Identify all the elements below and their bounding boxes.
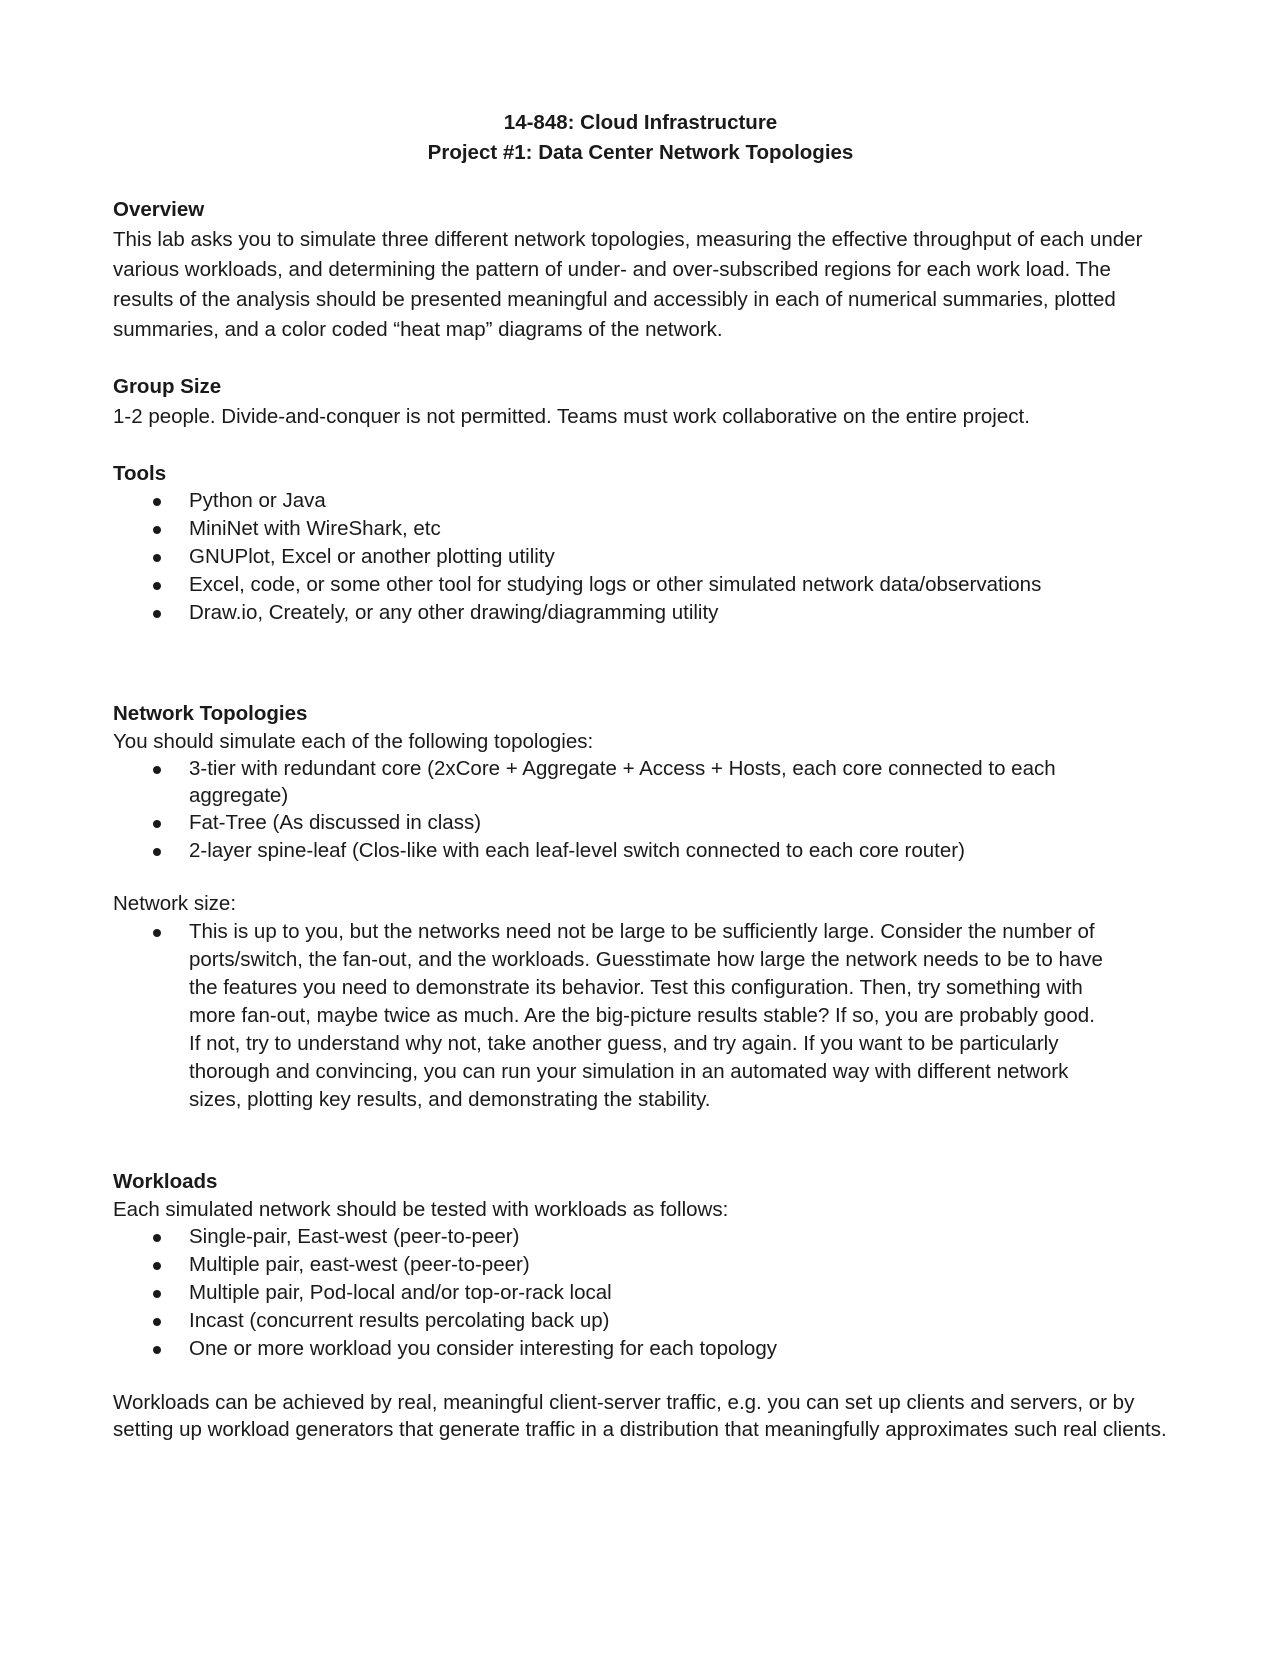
list-item: 2-layer spine-leaf (Clos-like with each leaf-level switch connected to each core router) — [113, 837, 1173, 865]
list-item: 3-tier with redundant core (2xCore + Aggregate + Access + Hosts, each core connected to each aggregate) — [113, 755, 1059, 809]
network-size-section — [113, 890, 1173, 1114]
tools-section — [113, 459, 1173, 627]
tools-heading: Tools — [113, 462, 167, 485]
network-topologies-intro: You should simulate each of the following topologies: — [113, 730, 594, 753]
document-page — [113, 108, 1173, 1443]
list-item: Excel, code, or some other tool for studying logs or other simulated network data/observations — [113, 571, 1173, 599]
overview-text: This lab asks you to simulate three different network topologies, measuring the effective throughput of each under various workloads, and determining the pattern of under- and over-subscribed regions for each work load. The results of the analysis should be presented meaningful and accessibly in each of numerical summaries, plotted summaries, and a color coded “heat map” diagrams of the network. — [113, 228, 1143, 341]
list-item: This is up to you, but the networks need not be large to be sufficiently large. Consider the number of ports/switch, the fan-out, and the workloads. Guesstimate how large the network needs to be to have the features you need to demonstrate its behavior. Test this configuration. Then, try something with more fan-out, maybe twice as much. Are the big-picture results stable? If so, you are probably good. If not, try to understand why not, take another guess, and try again. If you want to be particularly thorough and convincing, you can run your simulation in an automated way with different network sizes, plotting key results, and demonstrating the stability. — [113, 918, 1109, 1114]
course-title: 14-848: Cloud Infrastructure — [503, 111, 778, 134]
network-topologies-section — [113, 699, 1173, 865]
group-size-section — [113, 372, 1173, 432]
list-item: One or more workload you consider interesting for each topology — [113, 1335, 1173, 1363]
network-size-list — [113, 918, 1173, 1114]
list-item: Multiple pair, Pod-local and/or top-or-rack local — [113, 1279, 1173, 1307]
workloads-heading: Workloads — [113, 1170, 218, 1193]
overview-heading: Overview — [113, 198, 205, 221]
list-item: Fat-Tree (As discussed in class) — [113, 809, 1173, 837]
list-item: GNUPlot, Excel or another plotting utility — [113, 543, 1173, 571]
document-title-block — [108, 108, 1173, 168]
network-topologies-heading: Network Topologies — [113, 702, 308, 725]
workloads-closing: Workloads can be achieved by real, meaningful client-server traffic, e.g. you can set up clients and servers, or by setting up workload generators that generate traffic in a distribution that meaningfully approximates such real clients. — [113, 1391, 1167, 1441]
group-size-text: 1-2 people. Divide-and-conquer is not permitted. Teams must work collaborative on the entire project. — [113, 405, 1030, 428]
workloads-intro: Each simulated network should be tested with workloads as follows: — [113, 1198, 729, 1221]
group-size-heading: Group Size — [113, 375, 222, 398]
list-item: Incast (concurrent results percolating back up) — [113, 1307, 1173, 1335]
list-item: MiniNet with WireShark, etc — [113, 515, 1173, 543]
project-title: Project #1: Data Center Network Topologies — [427, 141, 854, 164]
workloads-list — [113, 1223, 1173, 1363]
list-item: Draw.io, Creately, or any other drawing/diagramming utility — [113, 599, 1173, 627]
overview-section — [113, 195, 1173, 345]
list-item: Single-pair, East-west (peer-to-peer) — [113, 1223, 1173, 1251]
list-item: Python or Java — [113, 487, 1173, 515]
workloads-section — [113, 1167, 1173, 1443]
network-size-label: Network size: — [113, 892, 237, 915]
list-item: Multiple pair, east-west (peer-to-peer) — [113, 1251, 1173, 1279]
topologies-list — [113, 755, 1173, 865]
tools-list — [113, 487, 1173, 627]
